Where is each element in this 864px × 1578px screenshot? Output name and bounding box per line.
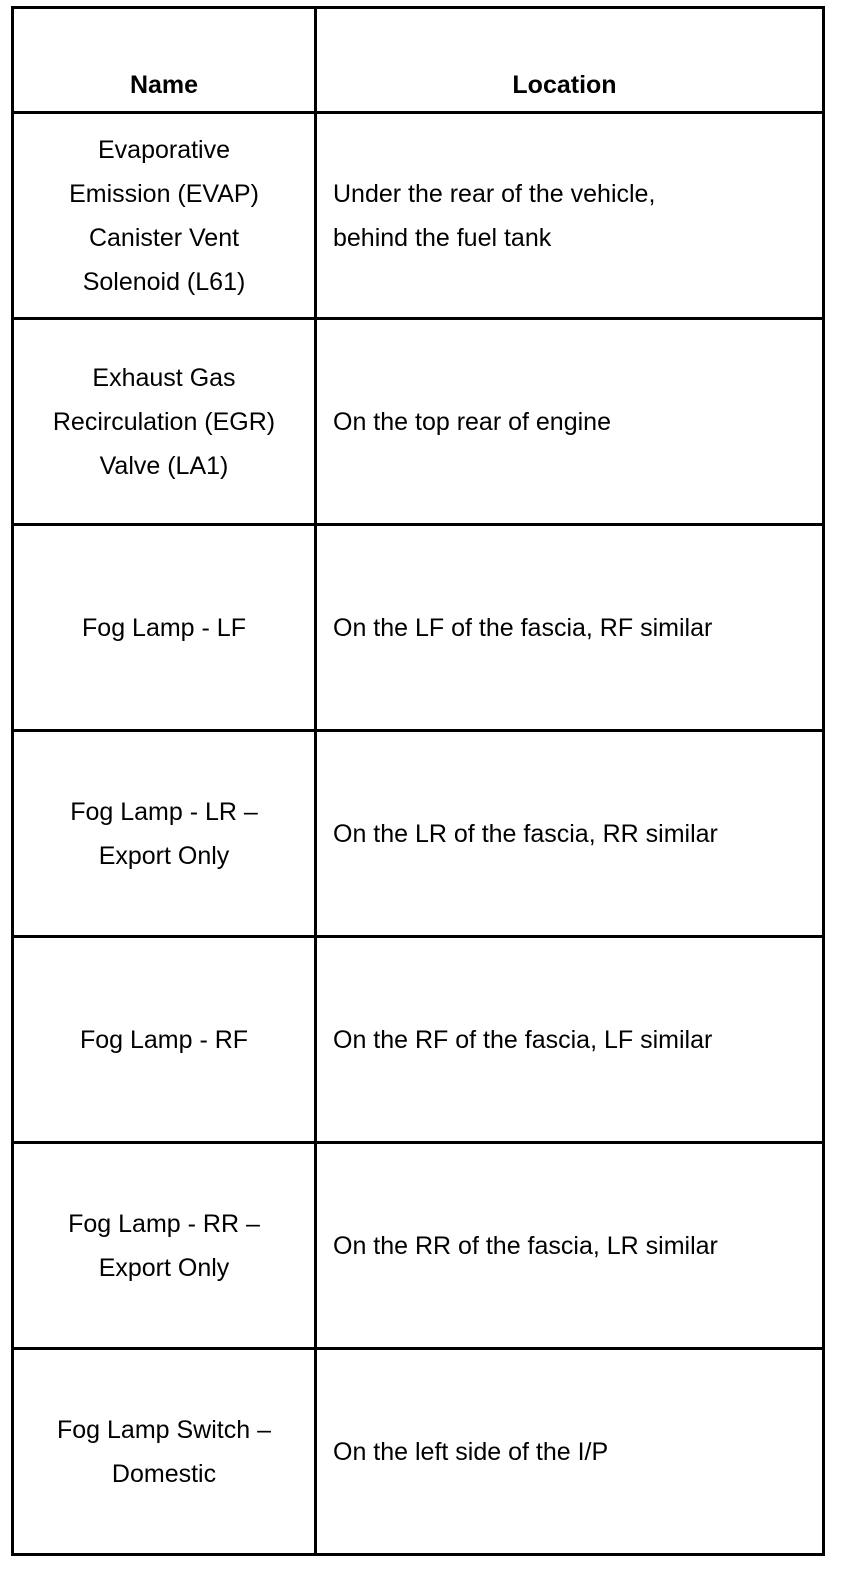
component-location-table: [11, 6, 825, 1556]
cell-location: [316, 731, 824, 937]
name-text: Fog Lamp Switch – Domestic: [57, 1415, 271, 1488]
location-text: On the top rear of engine: [333, 407, 611, 436]
location-text: On the RR of the fascia, LR similar: [333, 1231, 718, 1260]
table-row: [13, 937, 824, 1143]
location-text: Under the rear of the vehicle, behind the fuel tank: [333, 179, 656, 252]
table-row: [13, 319, 824, 525]
table-row: [13, 525, 824, 731]
name-text: Evaporative Emission (EVAP) Canister Vent Solenoid (L61): [69, 135, 259, 296]
table-header-row: [13, 8, 824, 113]
cell-name: [13, 937, 316, 1143]
table-row: [13, 1143, 824, 1349]
cell-name: [13, 113, 316, 319]
name-text: Fog Lamp - RR – Export Only: [68, 1209, 260, 1282]
cell-location: [316, 937, 824, 1143]
cell-location: [316, 319, 824, 525]
location-text: On the LR of the fascia, RR similar: [333, 819, 718, 848]
table-row: [13, 1349, 824, 1555]
location-text: On the LF of the fascia, RF similar: [333, 613, 713, 642]
name-text: Exhaust Gas Recirculation (EGR) Valve (LA1): [52, 363, 276, 480]
cell-location: [316, 525, 824, 731]
cell-name: [13, 319, 316, 525]
name-text: Fog Lamp - RF: [79, 1025, 249, 1054]
name-text: Fog Lamp - LF: [82, 613, 246, 642]
name-text: Fog Lamp - LR – Export Only: [70, 797, 258, 870]
location-text: On the left side of the I/P: [333, 1437, 609, 1466]
table-row: [13, 731, 824, 937]
location-text: On the RF of the fascia, LF similar: [333, 1025, 713, 1054]
cell-location: [316, 1349, 824, 1555]
cell-location: [316, 1143, 824, 1349]
cell-name: [13, 731, 316, 937]
header-location: Location: [316, 8, 824, 113]
cell-location: [316, 113, 824, 319]
cell-name: [13, 525, 316, 731]
cell-name: [13, 1349, 316, 1555]
table-row: [13, 113, 824, 319]
header-name: Name: [13, 8, 316, 113]
cell-name: [13, 1143, 316, 1349]
